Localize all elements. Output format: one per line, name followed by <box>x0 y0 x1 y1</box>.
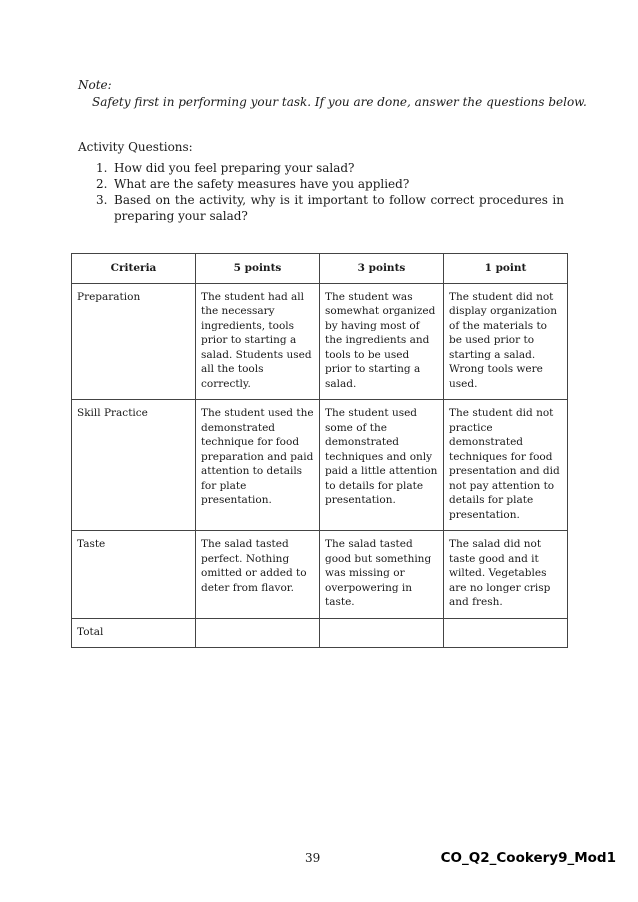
criteria-cell: Preparation <box>72 283 196 400</box>
criteria-cell: Taste <box>72 531 196 619</box>
question-text: Based on the activity, why is it important to follow correct procedures in preparing your salad? <box>114 193 564 223</box>
question-text: What are the safety measures have you applied? <box>114 177 410 191</box>
three-points-cell: The student used some of the demonstrated techniques and only paid a little attention to details for plate presentation. <box>320 400 444 531</box>
total-five-points-cell <box>196 618 320 648</box>
question-list <box>96 160 564 224</box>
table-row <box>72 531 568 619</box>
question-text: How did you feel preparing your salad? <box>114 161 355 175</box>
one-point-cell: The student did not display organization of the materials to be used prior to starting a salad. Wrong tools were used. <box>444 283 568 400</box>
header-criteria: Criteria <box>72 254 196 284</box>
question-item <box>96 176 564 192</box>
module-code: CO_Q2_Cookery9_Mod1 <box>440 850 616 866</box>
total-three-points-cell <box>320 618 444 648</box>
five-points-cell: The student had all the necessary ingredients, tools prior to starting a salad. Students used all the tools correctly. <box>196 283 320 400</box>
total-row <box>72 618 568 648</box>
total-label-cell: Total <box>72 618 196 648</box>
criteria-cell: Skill Practice <box>72 400 196 531</box>
note-label: Note: <box>78 78 112 92</box>
one-point-cell: The salad did not taste good and it wilted. Vegetables are no longer crisp and fresh. <box>444 531 568 619</box>
header-5-points: 5 points <box>196 254 320 284</box>
three-points-cell: The student was somewhat organized by having most of the ingredients and tools to be used prior to starting a salad. <box>320 283 444 400</box>
rubric-table <box>71 253 568 648</box>
rubric-header-row <box>72 254 568 284</box>
note-text: Safety first in performing your task. If you are done, answer the questions below. <box>92 95 587 109</box>
question-item <box>96 192 564 224</box>
activity-questions-heading: Activity Questions: <box>78 140 193 154</box>
question-number: 3. <box>96 193 108 207</box>
question-item <box>96 160 564 176</box>
header-3-points: 3 points <box>320 254 444 284</box>
total-one-point-cell <box>444 618 568 648</box>
five-points-cell: The student used the demonstrated technique for food preparation and paid attention to details for plate presentation. <box>196 400 320 531</box>
table-row <box>72 400 568 531</box>
question-number: 2. <box>96 177 108 191</box>
header-1-point: 1 point <box>444 254 568 284</box>
page-number: 39 <box>305 851 321 865</box>
table-row <box>72 283 568 400</box>
question-number: 1. <box>96 161 108 175</box>
three-points-cell: The salad tasted good but something was missing or overpowering in taste. <box>320 531 444 619</box>
five-points-cell: The salad tasted perfect. Nothing omitted or added to deter from flavor. <box>196 531 320 619</box>
one-point-cell: The student did not practice demonstrated techniques for food presentation and did not pay attention to details for plate presentation. <box>444 400 568 531</box>
